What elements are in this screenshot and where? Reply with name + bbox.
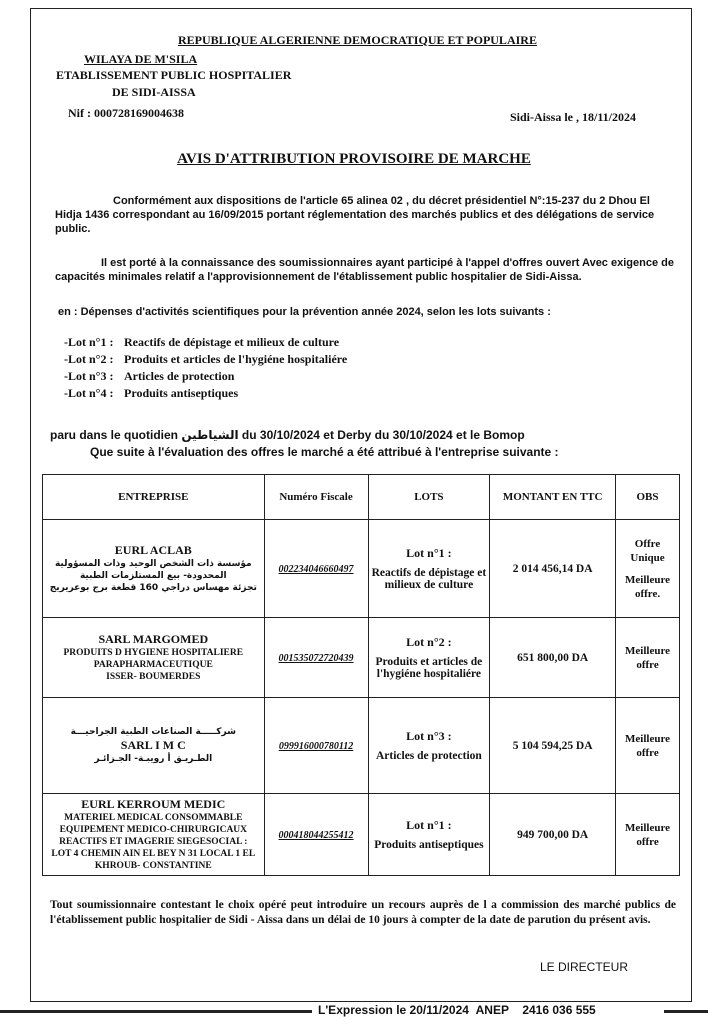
entreprise-cell: EURL KERROUM MEDIC MATERIEL MEDICAL CONSOMMABLE EQUIPEMENT MEDICO-CHIRURGICAUX REACTIFS ET IMAGERIE SIEGESOCIAL : LOT 4 CHEMIN AIN EL BEY N 31 LOCAL 1 EL KHROUB- CONSTANTINE bbox=[43, 794, 265, 876]
lot-item: -Lot n°2 : Produits et articles de l'hygiéne hospitaliére bbox=[64, 352, 348, 366]
nif-cell: 099916000780112 bbox=[264, 698, 368, 794]
entreprise-cell: شركـــــة الصناعات الطبية الجراحيـــة SARL I M C الطـريـق أ رويبـة- الجـزائـر bbox=[43, 698, 265, 794]
publication-line: paru dans le quotidien الشياطين du 30/10/2024 et Derby du 30/10/2024 et le Bomop bbox=[50, 428, 525, 442]
table-row bbox=[43, 520, 680, 618]
lot-cell: Lot n°2 : Produits et articles de l'hygiéne hospitaliére bbox=[368, 618, 490, 698]
lot-cell: Lot n°3 : Articles de protection bbox=[368, 698, 490, 794]
expense-paragraph: en : Dépenses d'activités scientifiques pour la prévention année 2024, selon les lots suivants : bbox=[58, 306, 551, 318]
amount-cell: 651 800,00 DA bbox=[490, 618, 616, 698]
obs-cell: Meilleure offre bbox=[616, 698, 680, 794]
entreprise-cell: SARL MARGOMED PRODUITS D HYGIENE HOSPITALIERE PARAPHARMACEUTIQUE ISSER- BOUMERDES bbox=[43, 618, 265, 698]
appeal-notice: Tout soumissionnaire contestant le choix opéré peut introduire un recours auprès de l a commission des marché publics de l'établissement public hospitalier de Sidi - Aissa dans un délai de 10 jours à compter de la date de parution du présent avis. bbox=[50, 899, 676, 926]
entreprise-cell: EURL ACLAB مؤسسة ذات الشخص الوحيد وذات المسؤولية المحدودة- بيع المستلزمات الطبية تجزئة مهساس دراجي 160 قطعة برج بوعريريج bbox=[43, 520, 265, 618]
republic-heading: REPUBLIQUE ALGERIENNE DEMOCRATIQUE ET POPULAIRE bbox=[178, 33, 537, 47]
nif-cell: 001535072720439 bbox=[264, 618, 368, 698]
header-lots: LOTS bbox=[368, 475, 490, 520]
wilaya-heading: WILAYA DE M'SILA bbox=[84, 52, 198, 66]
lot-item: -Lot n°1 : Reactifs de dépistage et milieux de culture bbox=[64, 335, 340, 349]
header-montant: MONTANT EN TTC bbox=[490, 475, 616, 520]
lot-cell: Lot n°1 : Produits antiseptiques bbox=[368, 794, 490, 876]
amount-cell: 2 014 456,14 DA bbox=[490, 520, 616, 618]
obs-cell: Meilleure offre bbox=[616, 618, 680, 698]
header-entreprise: ENTREPRISE bbox=[43, 475, 265, 520]
table-header-row bbox=[43, 475, 680, 520]
tender-paragraph: Il est porté à la connaissance des soumissionnaires ayant participé à l'appel d'offres ouvert Avec exigence de capacités minimales relatif a l'approvisionnement de l'établissement public hospitalier de Sidi-Aissa. bbox=[55, 257, 674, 283]
amount-cell: 949 700,00 DA bbox=[490, 794, 616, 876]
table-row bbox=[43, 618, 680, 698]
lot-cell: Lot n°1 : Reactifs de dépistage et milieux de culture bbox=[368, 520, 490, 618]
notice-title: AVIS D'ATTRIBUTION PROVISOIRE DE MARCHE bbox=[177, 151, 531, 167]
lot-item: -Lot n°4 : Produits antiseptiques bbox=[64, 386, 239, 400]
signature-label: LE DIRECTEUR bbox=[540, 960, 629, 974]
award-intro-line: Que suite à l'évaluation des offres le marché a été attribué à l'entreprise suivante : bbox=[90, 445, 559, 459]
location-heading: DE SIDI-AISSA bbox=[112, 85, 196, 99]
obs-cell: Meilleure offre bbox=[616, 794, 680, 876]
table-row bbox=[43, 698, 680, 794]
bottom-rule-right bbox=[664, 1010, 708, 1013]
obs-cell: Offre Unique Meilleure offre. bbox=[616, 520, 680, 618]
amount-cell: 5 104 594,25 DA bbox=[490, 698, 616, 794]
legal-basis-paragraph: Conformément aux dispositions de l'article 65 alinea 02 , du décret présidentiel N°:15-237 du 2 Dhou El Hidja 1436 correspondant au 16/09/2015 portant réglementation des marchés publics et des délégations de service public. bbox=[55, 195, 655, 235]
header-numero-fiscale: Numéro Fiscale bbox=[264, 475, 368, 520]
nif-cell: 000418044255412 bbox=[264, 794, 368, 876]
lots-list bbox=[64, 334, 347, 402]
nif-line: Nif : 000728169004638 bbox=[68, 106, 184, 120]
bottom-rule-left bbox=[0, 1010, 312, 1013]
header-obs: OBS bbox=[616, 475, 680, 520]
award-table bbox=[42, 474, 680, 876]
lot-item: -Lot n°3 : Articles de protection bbox=[64, 369, 235, 383]
date-line: Sidi-Aissa le , 18/11/2024 bbox=[510, 110, 637, 124]
publication-footer: L'Expression le 20/11/2024 ANEP 2416 036 555 bbox=[318, 1003, 596, 1017]
table-row bbox=[43, 794, 680, 876]
nif-cell: 002234046660497 bbox=[264, 520, 368, 618]
establishment-heading: ETABLISSEMENT PUBLIC HOSPITALIER bbox=[56, 68, 292, 82]
